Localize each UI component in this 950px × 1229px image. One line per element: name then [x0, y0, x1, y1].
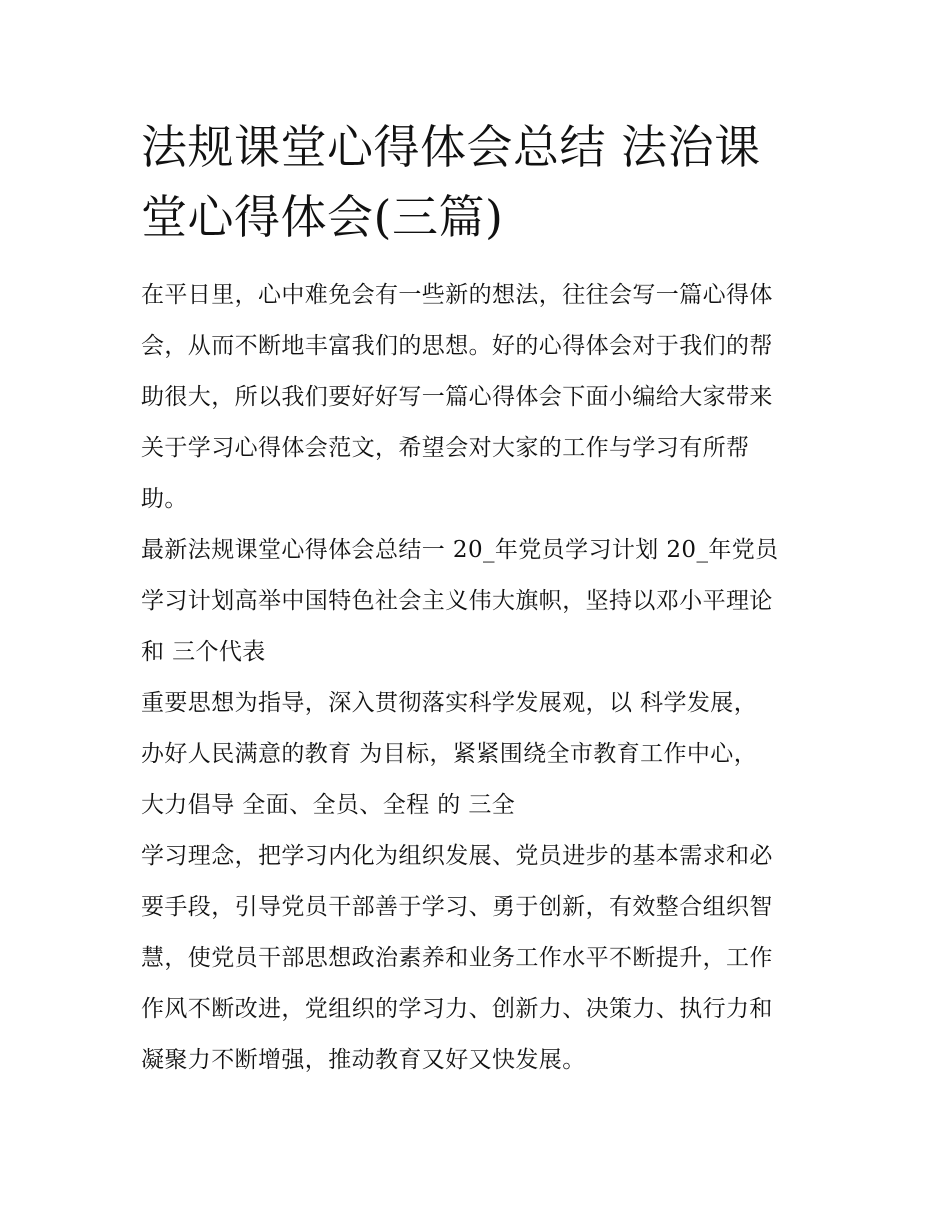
- text-line: 关于学习心得体会范文，希望会对大家的工作与学习有所帮: [141, 435, 750, 461]
- paragraph-guidance: [141, 678, 821, 831]
- paragraph-plan: [141, 525, 821, 678]
- text-line: 会，从而不断地丰富我们的思想。好的心得体会对于我们的帮: [141, 333, 773, 359]
- text-line: 作风不断改进，党组织的学习力、创新力、决策力、执行力和: [141, 996, 773, 1022]
- title-line-1: 法规课堂心得体会总结 法治课: [141, 120, 761, 174]
- text-line: 重要思想为指导，深入贯彻落实科学发展观，以 科学发展，: [141, 690, 758, 716]
- text-line: 大力倡导 全面、全员、全程 的 三全: [141, 792, 516, 818]
- text-line: 凝聚力不断增强，推动教育又好又快发展。: [141, 1047, 586, 1073]
- text-line: 要手段，引导党员干部善于学习、勇于创新，有效整合组织智: [141, 894, 773, 920]
- paragraph-concept: [141, 831, 821, 1086]
- text-line: 助很大，所以我们要好好写一篇心得体会下面小编给大家带来: [141, 384, 773, 410]
- text-line: 最新法规课堂心得体会总结一 20_年党员学习计划 20_年党员: [141, 537, 779, 563]
- text-line: 学习理念，把学习内化为组织发展、党员进步的基本需求和必: [141, 843, 773, 869]
- text-line: 办好人民满意的教育 为目标，紧紧围绕全市教育工作中心，: [141, 741, 758, 767]
- text-line: 学习计划高举中国特色社会主义伟大旗帜，坚持以邓小平理论: [141, 588, 773, 614]
- text-line: 慧，使党员干部思想政治素养和业务工作水平不断提升，工作: [141, 945, 773, 971]
- paragraph-intro: [141, 270, 821, 525]
- document-content: [141, 112, 821, 1086]
- text-line: 在平日里，心中难免会有一些新的想法，往往会写一篇心得体: [141, 282, 773, 308]
- text-line: 助。: [141, 486, 188, 512]
- text-line: 和 三个代表: [141, 639, 266, 665]
- document-title: [141, 112, 821, 252]
- title-line-2: 堂心得体会(三篇): [141, 190, 504, 244]
